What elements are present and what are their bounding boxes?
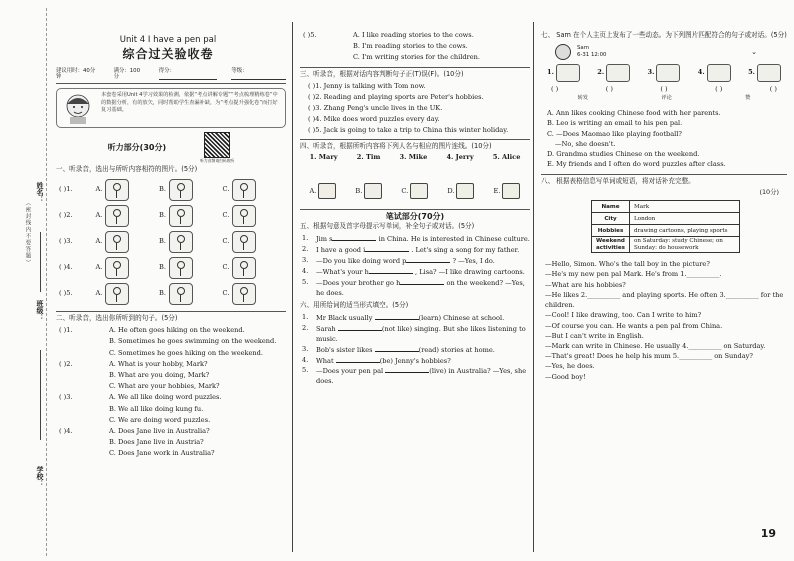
drawing-icon (364, 183, 382, 199)
q8-dialog: —Hello, Simon. Who's the tall boy in the picture? —He's my new pen pal Mark. He's from 1.__________. —What are his hobbies? —He likes 2.__________ and playing sports. He often 3.__________ for the children. —Cool! I like drawing, too. Can I write to him? —Of course you can. He wants a pen pal from China. —But I can't write in English. —Mark can write in Chinese. He usually 4.__________ on Saturday. —That's great! Does he help his mum 5.__________ on Sunday? —Yes, he does. —Good boy! (545, 260, 784, 381)
answer-blank[interactable] (400, 278, 444, 285)
page-title: 综合过关验收卷 (122, 46, 214, 61)
table-row: Hobbies drawing cartoons, playing sports (592, 225, 740, 237)
q5-title: 五、根据句意及首字母提示写单词，补全句子或对话。(5分) (300, 222, 475, 231)
table-row: City London (592, 213, 740, 225)
q7-answer-brackets: ( ) ( ) ( ) ( ) ( ) (551, 84, 777, 93)
column-3 (537, 0, 789, 561)
binding-margin (0, 0, 52, 561)
post-actions (541, 96, 787, 102)
table-row: Name Mark (592, 201, 740, 213)
q3-items: ( )1. Jenny is talking with Tom now. ( )2. Reading and playing sports are Peter's hobbies. ( )3. Zhang Peng's uncle lives in the UK. ( )4. Mike does word puzzles every day. ( )5. Jack is going to take a trip to China this winter holiday. (308, 81, 509, 134)
picture-icon (232, 205, 256, 227)
table-row: Weekend activities on Saturday: study Chinese; on Sunday: do housework (592, 237, 740, 253)
school-label: 学校： (36, 466, 45, 487)
picture-icon (169, 179, 193, 201)
q8-title: 八、 根据表格信息写单词或短语，将对话补充完整。 (541, 174, 787, 186)
q4-objects: A. B. C. D. E. (300, 177, 530, 205)
info-bar: 建议用时：40分钟 满分：100分 得分： 等级： (56, 68, 286, 84)
q1-row: ( )5. A. B. C. (59, 281, 286, 307)
picture-icon (105, 205, 129, 227)
intro-text: 本套卷采用Unit 4学习效果的检测，依据“考点讲解专题”“考点梳理精练卷”中的数据分析，有的放矢，同时帮助学生查漏补缺，为“考点提升强化卷”而打好复习基础。 (101, 91, 278, 114)
chevron-down-icon[interactable]: ⌄ (751, 47, 757, 56)
answer-blank[interactable] (385, 366, 429, 373)
cooking-icon (502, 183, 520, 199)
q7-title: 七、 Sam 在个人主页上发布了一些动态。为下列图片匹配符合的句子或对话。(5分) (541, 31, 787, 39)
page-number: 19 (760, 527, 776, 541)
study-icon (707, 64, 731, 82)
answer-blank[interactable] (369, 267, 413, 274)
puzzle-icon (656, 64, 680, 82)
teacher-icon (60, 92, 96, 124)
q6-items: 1. Mr Black usually (learn) Chinese at school. 2. Sarah (not like) singing. But she likes listening to music. 3. Bob's sister likes (read) stories at home. 4. What (be) Jenny's hobbies? 5. —Does your pen pal (live) in Australia? —Yes, she does. (302, 312, 527, 386)
answer-blank[interactable] (365, 245, 409, 252)
unit-title: Unit 4 I have a pen pal (119, 35, 217, 45)
picture-icon (105, 283, 129, 305)
q7-pictures: 1. 2. 3. 4. 5. (547, 64, 781, 82)
name-label: 姓名： (36, 182, 45, 203)
q4-names: 1. Mary 2. Tim 3. Mike 4. Jerry 5. Alice (309, 152, 521, 161)
like-button[interactable]: 赞 (745, 95, 751, 102)
picture-icon (169, 231, 193, 253)
info-table (591, 200, 740, 253)
q1-row: ( )3. A. B. C. (59, 229, 286, 255)
column-1 (52, 0, 288, 561)
answer-blank[interactable] (375, 313, 419, 320)
seal-note: （密封线内不要答题） (24, 200, 31, 266)
q1-row: ( )4. A. B. C. (59, 255, 286, 281)
comment-button[interactable]: 评论 (661, 95, 672, 102)
book-icon (410, 183, 428, 199)
q5-items: 1. Jim s in China. He is interested in Chinese culture. 2. I have a good i . Let's sing a song for my father. 3. —Do you like doing word p ? —Yes, I do. 4. —What's your h , Lisa? —I like drawing cartoons. 5. —Does your brother go h on the weekend? —Yes, he does. (302, 234, 530, 297)
listening-header: 听力部分(30分) 听力音频请扫码收听 (56, 132, 286, 163)
q1-rows (56, 177, 286, 307)
answer-blank[interactable] (332, 234, 376, 241)
q2-items: ( )1. A. He often goes hiking on the weekend. B. Sometimes he goes swimming on the weekend. C. Sometimes he goes hiking on the weekend. ( )2. A. What is your hobby, Mark? B. What are you doing, Mark? C. What are your hobbies, Mark? ( )3. A. We all like doing word puzzles. B. We all like doing kung fu. C. We are doing word puzzles. ( )4. A. Does Jane live in Australia? B. Does Jane live in Austria? C. Does Jane work in Australia? (59, 326, 277, 458)
football-icon (757, 64, 781, 82)
q7-options: A. Ann likes cooking Chinese food with her parents. B. Leo is writing an email to his pen pal. C. —Does Maomao like playing football? —No, she doesn't. D. Grandma studies Chinese on the weekend. E. My friends and I often do word puzzles after class. (547, 109, 726, 169)
picture-icon (105, 179, 129, 201)
q1-title: 一、听录音，选出与所听内容相符的图片。(5分) (56, 165, 198, 174)
class-label: 班级： (36, 300, 45, 321)
avatar (555, 44, 571, 60)
picture-icon (232, 231, 256, 253)
column-2 (296, 0, 532, 561)
picture-icon (105, 231, 129, 253)
answer-blank[interactable] (338, 324, 382, 331)
picture-icon (232, 283, 256, 305)
picture-icon (232, 179, 256, 201)
q1-row: ( )2. A. B. C. (59, 203, 286, 229)
picture-icon (169, 283, 193, 305)
answer-blank[interactable] (375, 345, 419, 352)
badminton-icon (318, 183, 336, 199)
qr-code-icon[interactable] (204, 132, 230, 158)
picture-icon (105, 257, 129, 279)
answer-blank[interactable] (406, 256, 450, 263)
picture-icon (232, 257, 256, 279)
picture-icon (169, 257, 193, 279)
cooking-icon (606, 64, 630, 82)
q2-continued: ( )5. A. I like reading stories to the cows. B. I'm reading stories to the cows. C. I'm writing stories for the children. (303, 30, 480, 62)
q1-row: ( )1. A. B. C. (59, 177, 286, 203)
puzzle-icon (456, 183, 474, 199)
q2-title: 二、听录音，选出你所听到的句子。(5分) (56, 311, 286, 323)
q4-title: 四、听录音，根据所听内容将下列人名与相应的图片连线。(10分) (300, 139, 530, 151)
profile-post-header: Sam 6-31 12:00 ⌄ (555, 44, 787, 60)
q3-title: 三、听录音，根据对话内容判断句子正(T)误(F)。(10分) (300, 67, 530, 79)
q8-score: (10分) (759, 188, 779, 197)
share-button[interactable]: 转发 (577, 95, 589, 102)
answer-blank[interactable] (336, 356, 380, 363)
picture-icon (169, 205, 193, 227)
email-icon (556, 64, 580, 82)
q6-title: 六、用所给词的适当形式填空。(5分) (300, 301, 409, 310)
writing-header: 笔试部分(70分) (300, 209, 530, 221)
intro-box (56, 88, 286, 128)
